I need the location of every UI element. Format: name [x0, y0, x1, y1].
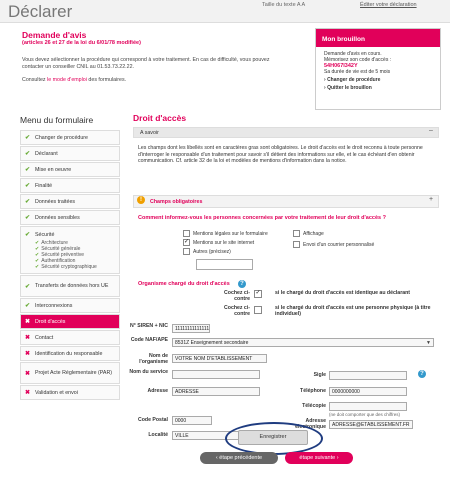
code-postal-input[interactable]: 0000: [172, 416, 212, 425]
submenu-securite-cryptographique[interactable]: ✔ Sécurité cryptographique: [35, 264, 97, 270]
consult-suffix: des formulaires.: [88, 77, 127, 83]
adresse-label: Adresse: [147, 388, 168, 394]
cochez-text-2: si le chargé du droit d'accès est une personne physique (à titre individuel): [275, 305, 431, 317]
brouillon-panel: [315, 28, 441, 110]
adresse-input[interactable]: ADRESSE: [172, 387, 260, 396]
check-icon: ✔: [25, 283, 31, 290]
naf-select[interactable]: 8531Z Enseignement secondaire ▼: [172, 338, 434, 347]
brouillon-line2: Mémorisez son code d'accès :: [324, 57, 392, 63]
mode-emploi-link[interactable]: le mode d'emploi: [47, 77, 87, 83]
consult-text: [22, 77, 126, 83]
cross-icon: ✖: [25, 390, 31, 396]
checkbox-mentions-site[interactable]: ✓: [184, 239, 190, 245]
submenu-architecture[interactable]: ✔ Architecture: [35, 240, 68, 246]
menu-item-finalite[interactable]: ✔ Finalité: [20, 178, 120, 193]
asavoir-text: Les champs dont les libellés sont en caractères gras sont obligatoires. Le droit d'accès est le droit reconnu à toute personne d'interroger le responsable d'un traitement pour savoir s'il détient des informations sur elle, et le cas échéant d'en obtenir communication. Cf. article 32 de la loi et modèles de mentions d'information dans la notice.: [138, 145, 423, 164]
procedure-subtitle: (articles 26 et 27 de la loi du 6/01/78 modifiée): [22, 40, 141, 46]
expand-icon[interactable]: +: [429, 196, 434, 203]
nom-organisme-input[interactable]: VOTRE NOM D'ETABLISSEMENT: [172, 354, 267, 363]
sigle-label: Sigle: [313, 372, 326, 378]
previous-step-button[interactable]: ‹ étape précédente: [200, 452, 278, 464]
menu-item-donnees-sensibles[interactable]: ✔ Données sensibles: [20, 210, 120, 225]
menu-item-interconnexions[interactable]: ✔ Interconnexions: [20, 298, 120, 313]
cross-icon: ✖: [25, 335, 31, 341]
option-label: Mentions sur le site internet: [193, 240, 255, 246]
checkbox-mentions-legales[interactable]: [183, 230, 190, 237]
option-label: Affichage: [303, 231, 324, 237]
brouillon-code: 54H067I342Y: [324, 63, 358, 69]
nom-organisme-label: Nom de l'organisme: [139, 353, 168, 365]
font-size-control[interactable]: [262, 2, 305, 8]
quit-brouillon-link[interactable]: › Quitter le brouillon: [324, 85, 372, 91]
check-icon: ✔: [25, 183, 31, 189]
intro-text: Vous devez sélectionner la procédure qui correspond à votre traitement. En cas de difficulté, vous pouvez contacter un conseiller CNIL au 01.53.73.22.22.: [22, 57, 270, 70]
menu-item-validation[interactable]: ✖ Validation et envoi: [20, 385, 120, 400]
email-input[interactable]: ADRESSE@ETABLISSEMENT.FR: [329, 420, 413, 429]
organisme-title: Organisme chargé du droit d'accès: [138, 281, 230, 287]
next-step-button[interactable]: étape suivante ›: [285, 452, 353, 464]
brouillon-line3: Sa durée de vie est de 5 mois: [324, 69, 391, 75]
localite-input[interactable]: VILLE: [172, 431, 240, 440]
asavoir-header[interactable]: A savoir: [133, 127, 439, 138]
chevron-down-icon: ▼: [426, 340, 431, 346]
menu-item-changer-procedure[interactable]: ✔ Changer de procédure: [20, 130, 120, 145]
cochez-label-1: Cochez ci-contre: [224, 290, 250, 302]
option-label: Autres (précisez): [193, 249, 231, 255]
sigle-input[interactable]: [329, 371, 407, 380]
siren-label: N° SIREN + NIC: [130, 323, 168, 329]
menu-item-transferts[interactable]: ✔ Transferts de données hors UE: [20, 275, 120, 297]
telecopie-label: Télécopie: [302, 403, 326, 409]
check-icon: ✔: [25, 232, 31, 238]
warning-icon: !: [137, 196, 145, 204]
font-size-buttons[interactable]: A A: [296, 2, 306, 8]
naf-label: Code NAF/APE: [130, 337, 168, 343]
checkbox-affichage[interactable]: [293, 230, 300, 237]
check-icon: ✔: [25, 215, 31, 221]
telephone-label: Téléphone: [300, 388, 326, 394]
champs-obligatoires-header[interactable]: Champs obligatoires: [133, 195, 439, 208]
info-icon[interactable]: ?: [238, 280, 246, 288]
telecopie-hint: (ne doit comporter que des chiffres): [329, 412, 400, 417]
section-title: Droit d'accès: [133, 113, 187, 123]
checkbox-identique-declarant[interactable]: ✓: [255, 290, 261, 296]
cochez-text-1: si le chargé du droit d'accès est identique au déclarant: [275, 290, 410, 296]
email-label: Adresse électronique: [295, 418, 326, 430]
brouillon-title: Mon brouillon: [316, 29, 440, 47]
question-droit-acces: Comment informez-vous les personnes concernées par votre traitement de leur droit d'accès ?: [138, 215, 386, 221]
check-icon: ✔: [25, 303, 31, 309]
menu-item-contact[interactable]: ✖ Contact: [20, 330, 120, 345]
info-icon[interactable]: ?: [418, 370, 426, 378]
nom-service-input[interactable]: [172, 370, 260, 379]
change-procedure-link[interactable]: › Changer de procédure: [324, 77, 381, 83]
checkbox-autres[interactable]: [183, 248, 190, 255]
menu-item-droit-acces[interactable]: ✖ Droit d'accès: [20, 314, 120, 329]
save-button[interactable]: Enregistrer: [238, 430, 308, 445]
menu-title: Menu du formulaire: [20, 115, 94, 125]
localite-label: Localité: [148, 432, 168, 438]
telecopie-input[interactable]: [329, 402, 407, 411]
submenu-securite-generale[interactable]: ✔ Sécurité générale: [35, 246, 81, 252]
procedure-title: Demande d'avis: [22, 30, 87, 40]
cross-icon: ✖: [25, 351, 31, 357]
check-icon: ✔: [25, 167, 31, 173]
menu-item-projet-acte[interactable]: ✖ Projet Acte Réglementaire (PAR): [20, 362, 120, 384]
page-title: Déclarer: [8, 2, 73, 21]
edit-declaration-link[interactable]: Éditer votre déclaration: [360, 2, 417, 8]
brouillon-line1: Demande d'avis en cours.: [324, 51, 382, 57]
autres-input[interactable]: [196, 259, 253, 270]
collapse-icon[interactable]: –: [429, 127, 433, 134]
cochez-label-2: Cochez ci-contre: [224, 305, 250, 317]
form-menu: [20, 130, 120, 401]
submenu-securite-preventive[interactable]: ✔ Sécurité préventive: [35, 252, 85, 258]
cross-icon: ✖: [25, 370, 31, 377]
cross-icon: ✖: [25, 319, 31, 325]
checkbox-personne-physique[interactable]: [254, 306, 262, 314]
menu-item-securite[interactable]: ✔ Sécurité ✔ Architecture ✔ Sécurité générale ✔ Sécurité préventive ✔ Authentification ✔ Sécurité cryptographique: [20, 226, 120, 274]
submenu-authentification[interactable]: ✔ Authentification: [35, 258, 76, 264]
menu-item-identification[interactable]: ✖ Identification du responsable: [20, 346, 120, 361]
nom-service-label: Nom du service: [129, 369, 168, 375]
telephone-input[interactable]: 0000000000: [329, 387, 407, 396]
menu-item-mise-en-oeuvre[interactable]: ✔ Mise en oeuvre: [20, 162, 120, 177]
font-size-label: Taille du texte: [262, 2, 296, 8]
menu-item-declarant[interactable]: ✔ Déclarant: [20, 146, 120, 161]
option-label: Mentions légales sur le formulaire: [193, 231, 268, 237]
check-icon: ✔: [25, 151, 31, 157]
siren-input[interactable]: 11111111111111: [172, 324, 210, 333]
code-postal-label: Code Postal: [138, 417, 168, 423]
option-label: Envoi d'un courrier personnalisé: [303, 242, 375, 248]
check-icon: ✔: [25, 199, 31, 205]
checkbox-courrier[interactable]: [293, 241, 300, 248]
menu-item-donnees-traitees[interactable]: ✔ Données traitées: [20, 194, 120, 209]
check-icon: ✔: [25, 135, 31, 141]
consult-prefix: Consultez: [22, 77, 46, 83]
